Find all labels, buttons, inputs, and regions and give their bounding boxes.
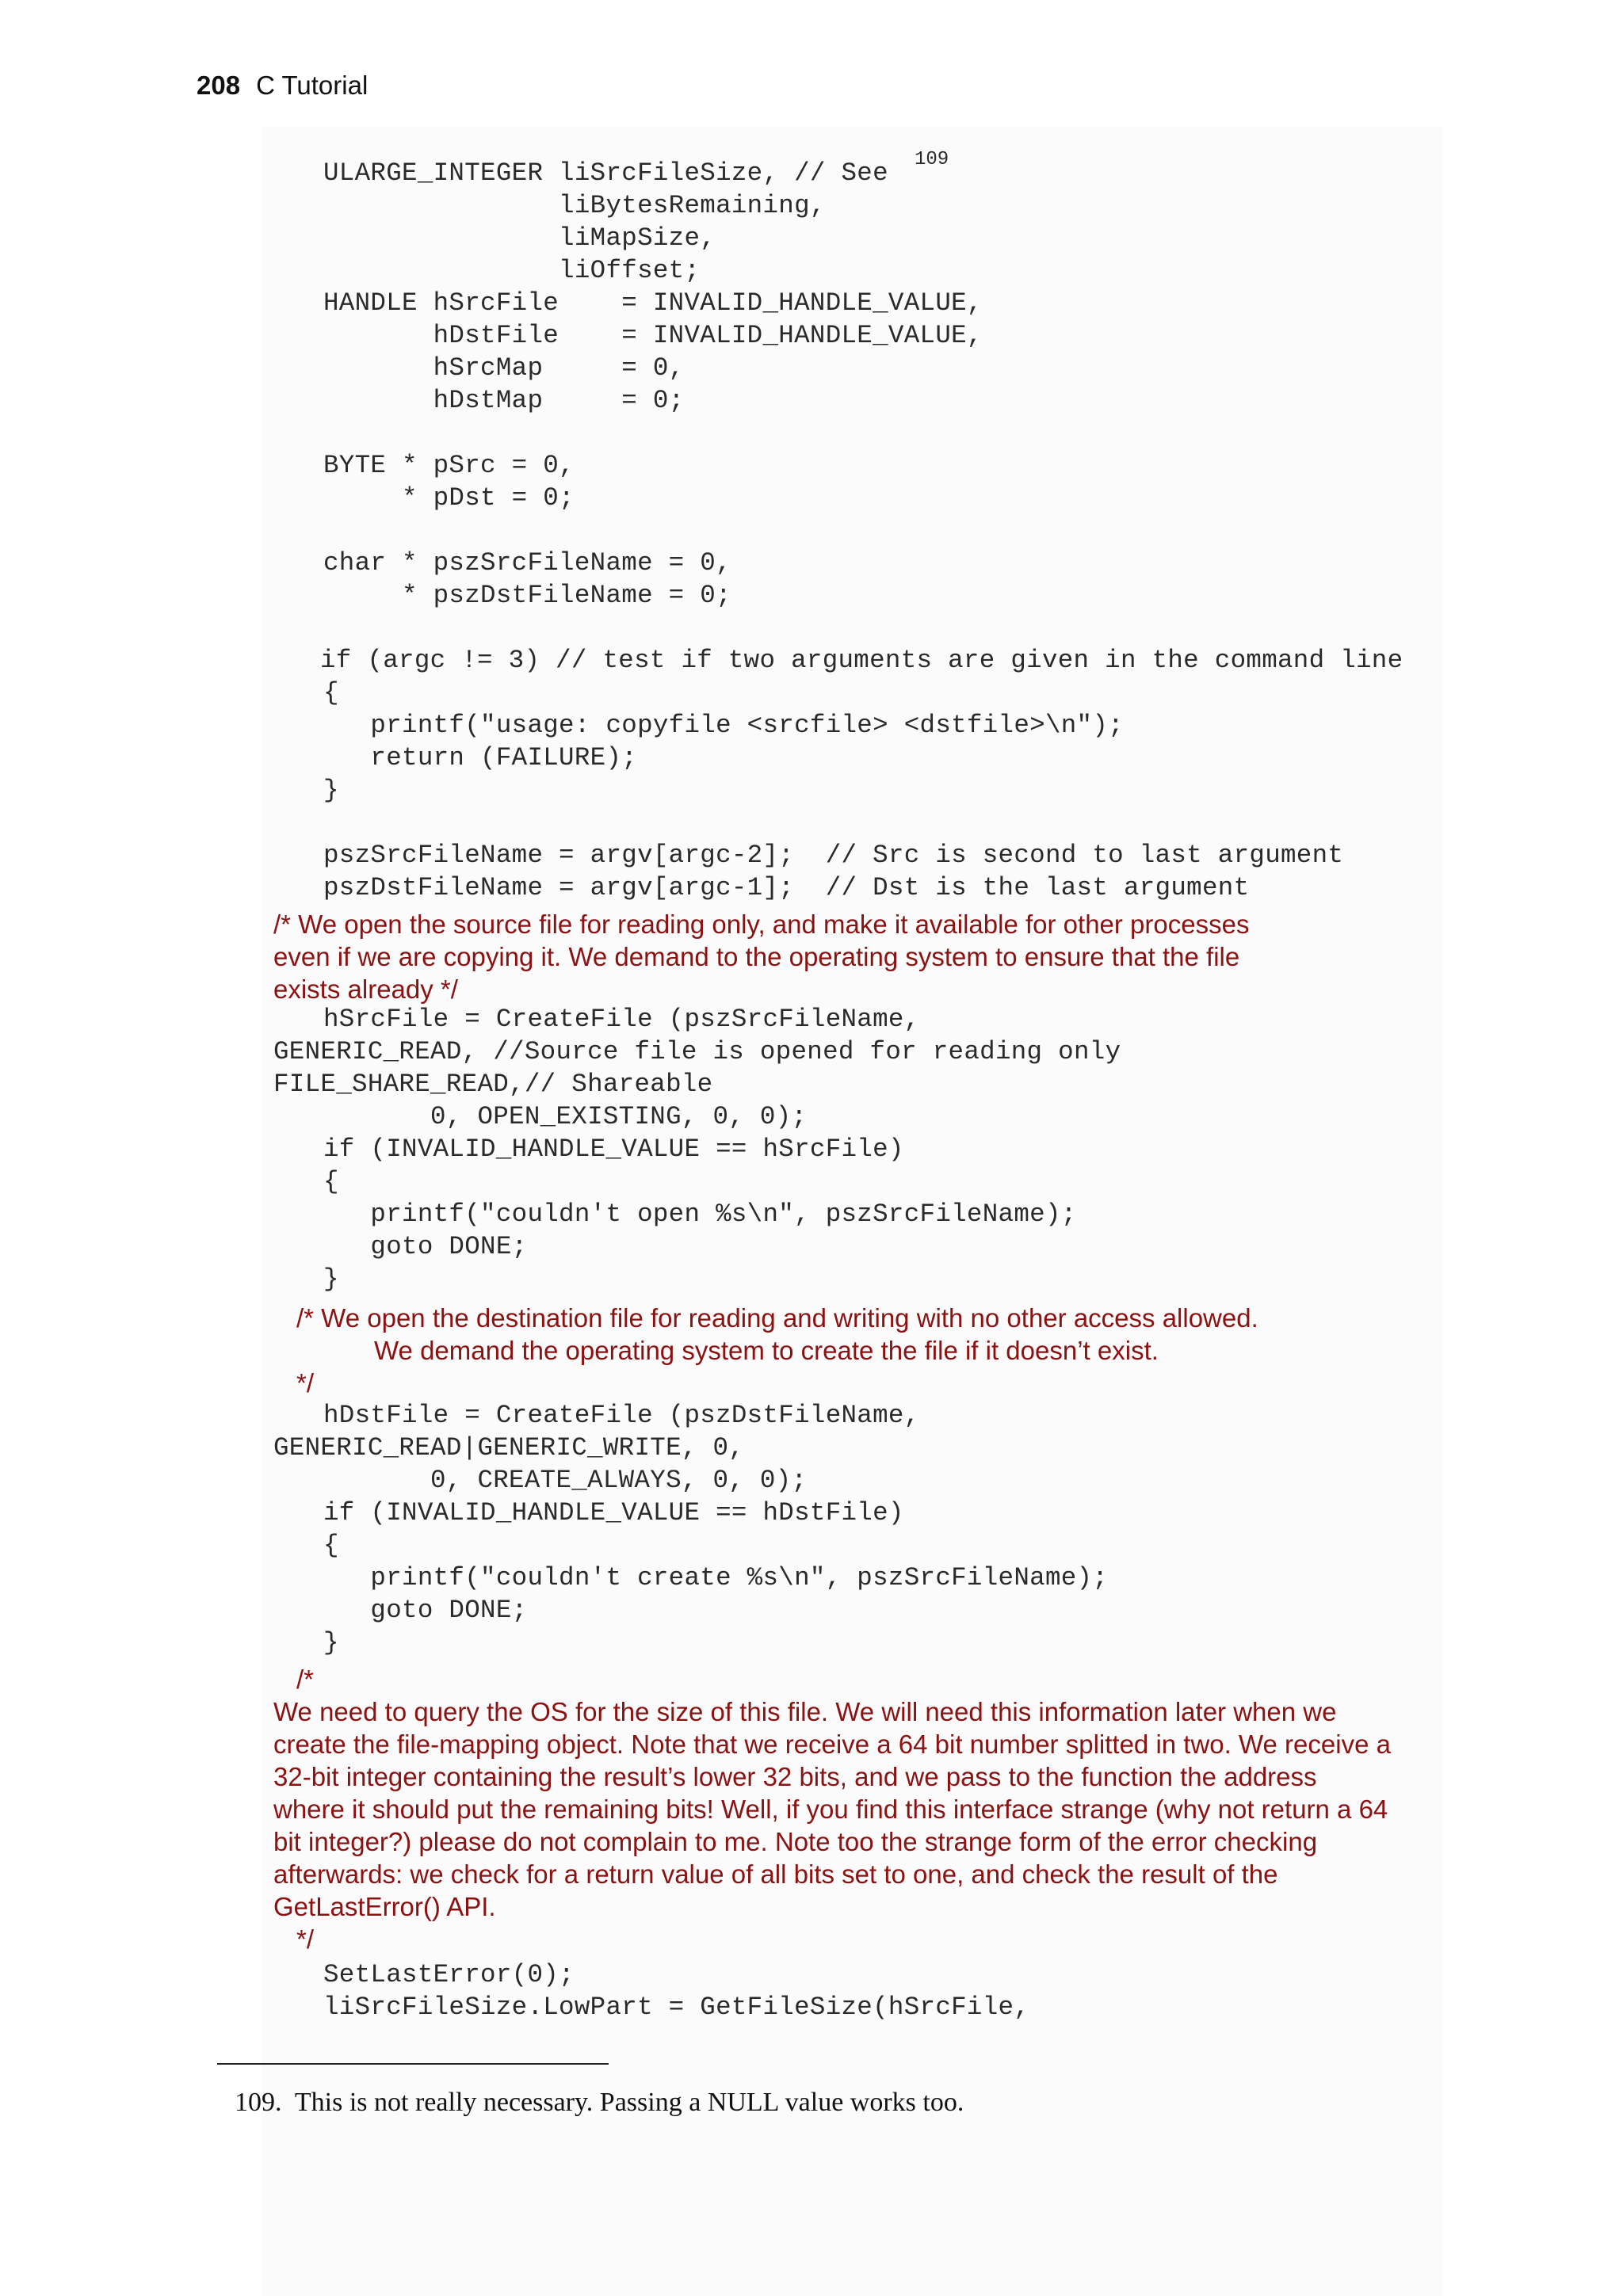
comment-line: where it should put the remaining bits! Well, if you find this interface strange (why not return a 64 xyxy=(273,1794,1388,1824)
code-line: return (FAILURE); xyxy=(323,743,638,772)
code-line: printf("couldn't create %s\n", pszSrcFileName); xyxy=(323,1563,1109,1592)
code-line: * pszDstFileName = 0; xyxy=(323,581,731,610)
code-line: GENERIC_READ|GENERIC_WRITE, 0, xyxy=(273,1433,745,1463)
code-line: 0, OPEN_EXISTING, 0, 0); xyxy=(273,1102,808,1131)
code-line: if (INVALID_HANDLE_VALUE == hDstFile) xyxy=(323,1498,904,1527)
code-line: hSrcMap = 0, xyxy=(323,353,685,383)
code-line: printf("usage: copyfile <srcfile> <dstfile>\n"); xyxy=(323,711,1124,740)
code-line: pszDstFileName = argv[argc-1]; // Dst is the last argument xyxy=(323,873,1250,902)
comment-line: */ xyxy=(296,1368,315,1398)
comment-line: /* We open the source file for reading only, and make it available for other processes xyxy=(273,910,1250,939)
comment-line: */ xyxy=(296,1924,315,1954)
code-line: liBytesRemaining, xyxy=(323,191,826,220)
code-line: SetLastError(0); xyxy=(323,1960,575,1989)
code-line: if (INVALID_HANDLE_VALUE == hSrcFile) xyxy=(323,1135,904,1164)
code-line: liOffset; xyxy=(323,256,701,285)
code-line: } xyxy=(323,776,339,805)
comment-line: We demand the operating system to create the file if it doesn’t exist. xyxy=(374,1336,1159,1365)
page-header xyxy=(197,68,368,103)
code-line: 0, CREATE_ALWAYS, 0, 0); xyxy=(273,1466,808,1495)
code-line: pszSrcFileName = argv[argc-2]; // Src is second to last argument xyxy=(323,841,1344,870)
page-number: 208 xyxy=(197,71,241,100)
code-line: { xyxy=(323,1531,339,1560)
comment-line: 32-bit integer containing the result’s lower 32 bits, and we pass to the function the address xyxy=(273,1762,1317,1791)
code-line: } xyxy=(323,1628,339,1657)
code-line: hSrcFile = CreateFile (pszSrcFileName, xyxy=(323,1005,920,1034)
comment-line: /* xyxy=(296,1665,315,1694)
footnote: 109. This is not really necessary. Passing a NULL value works too. xyxy=(235,2088,964,2117)
comment-line: even if we are copying it. We demand to the operating system to ensure that the file xyxy=(273,942,1240,971)
comment-line: afterwards: we check for a return value of all bits set to one, and check the result of the xyxy=(273,1859,1278,1889)
code-line: GENERIC_READ, //Source file is opened for reading only xyxy=(273,1037,1121,1066)
code-line: { xyxy=(323,678,339,707)
footnote-divider xyxy=(217,2063,609,2065)
comment-line: create the file-mapping object. Note that we receive a 64 bit number splitted in two. We receive a xyxy=(273,1730,1391,1759)
code-line: goto DONE; xyxy=(323,1232,528,1261)
book-title: C Tutorial xyxy=(256,71,369,100)
comment-line: bit integer?) please do not complain to me. Note too the strange form of the error checking xyxy=(273,1827,1318,1856)
code-line: printf("couldn't open %s\n", pszSrcFileName); xyxy=(323,1199,1077,1229)
code-line: HANDLE hSrcFile = INVALID_HANDLE_VALUE, xyxy=(323,288,983,318)
code-line: FILE_SHARE_READ,// Shareable xyxy=(273,1070,713,1099)
comment-line: GetLastError() API. xyxy=(273,1892,496,1921)
code-line: } xyxy=(323,1264,339,1294)
code-line: liSrcFileSize.LowPart = GetFileSize(hSrcFile, xyxy=(323,1993,1030,2022)
code-line: BYTE * pSrc = 0, xyxy=(323,451,575,480)
code-line: char * pszSrcFileName = 0, xyxy=(323,548,731,578)
code-line: hDstFile = INVALID_HANDLE_VALUE, xyxy=(323,321,983,350)
footnote-reference: 109 xyxy=(915,149,949,170)
code-line: ULARGE_INTEGER liSrcFileSize, // See xyxy=(323,158,888,188)
code-line: * pDst = 0; xyxy=(323,483,575,513)
comment-line: exists already */ xyxy=(273,974,458,1004)
comment-line: We need to query the OS for the size of this file. We will need this information later when we xyxy=(273,1697,1337,1726)
code-line: { xyxy=(323,1167,339,1196)
code-line: if (argc != 3) // test if two arguments are given in the command line xyxy=(320,646,1403,675)
code-line: goto DONE; xyxy=(323,1596,528,1625)
code-line: hDstMap = 0; xyxy=(323,386,685,415)
code-line: hDstFile = CreateFile (pszDstFileName, xyxy=(323,1401,920,1430)
comment-line: /* We open the destination file for reading and writing with no other access allowed. xyxy=(296,1303,1258,1333)
code-line: liMapSize, xyxy=(323,223,716,253)
